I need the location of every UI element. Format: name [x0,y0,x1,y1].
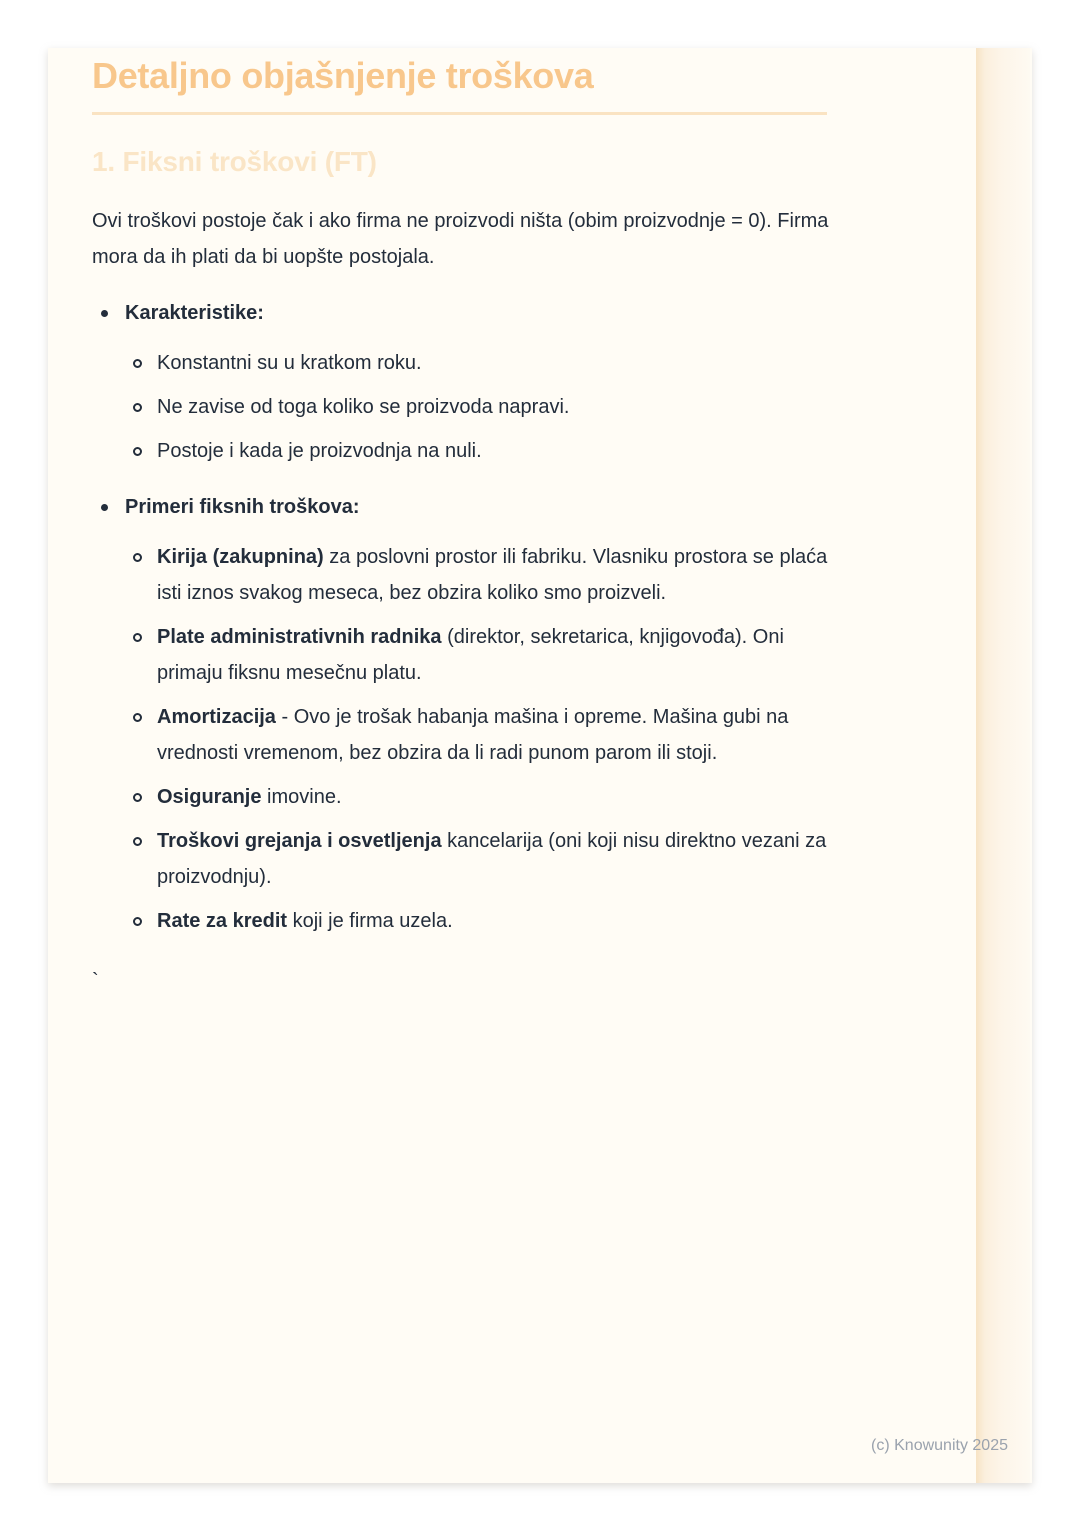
list-item-examples [92,489,892,939]
topic-list [92,295,892,939]
description-text: (direktor, sekretarica, knjigovođa). Oni primaju fiksnu mesečnu platu. [157,626,784,684]
list-item-text: Ne zavise od toga koliko se proizvoda napravi. [157,396,570,418]
page-title: Detaljno objašnjenje troškova [92,54,827,115]
list-item [125,699,847,771]
description-text: kancelarija (oni koji nisu direktno vezani za proizvodnju). [157,830,827,888]
description-text: koji je firma uzela. [287,910,453,932]
list-item [125,903,847,939]
term-text: Amortizacija [157,706,276,728]
term-text: Osiguranje [157,786,262,808]
list-item-text: Postoje i kada je proizvodnja na nuli. [157,440,482,462]
term-text: Plate administrativnih radnika [157,626,442,648]
copyright-text: (c) Knowunity 2025 [871,1437,1008,1454]
term-text: Troškovi grejanja i osvetljenja [157,830,442,852]
characteristics-label: Karakteristike: [125,302,264,324]
list-item [125,619,847,691]
list-item [125,345,847,381]
term-text: Rate za kredit [157,910,288,932]
list-item [125,823,847,895]
term-text: Kirija (zakupnina) [157,546,324,568]
document-content [92,48,892,999]
document-page [48,48,1032,1483]
examples-sublist [125,539,892,939]
section-heading: 1. Fiksni troškovi (FT) [92,146,377,177]
list-item [125,433,847,469]
characteristics-sublist [125,345,892,469]
page-edge-strip [976,48,1030,1483]
description-text: imovine. [261,786,342,808]
list-item-text: Konstantni su u kratkom roku. [157,352,422,374]
list-item [125,539,847,611]
examples-label: Primeri fiksnih troškova: [125,496,360,518]
intro-paragraph: Ovi troškovi postoje čak i ako firma ne proizvodi ništa (obim proizvodnje = 0). Firma mora da ih plati da bi uopšte postojala. [92,210,829,268]
list-item [125,389,847,425]
stray-character: ` [92,970,99,992]
list-item-characteristics [92,295,892,469]
list-item [125,779,847,815]
description-text: - Ovo je trošak habanja mašina i opreme. Mašina gubi na vrednosti vremenom, bez obzira da li radi punom parom ili stoji. [157,706,789,764]
description-text: za poslovni prostor ili fabriku. Vlasniku prostora se plaća isti iznos svakog meseca, bez obzira koliko smo proizveli. [157,546,828,604]
